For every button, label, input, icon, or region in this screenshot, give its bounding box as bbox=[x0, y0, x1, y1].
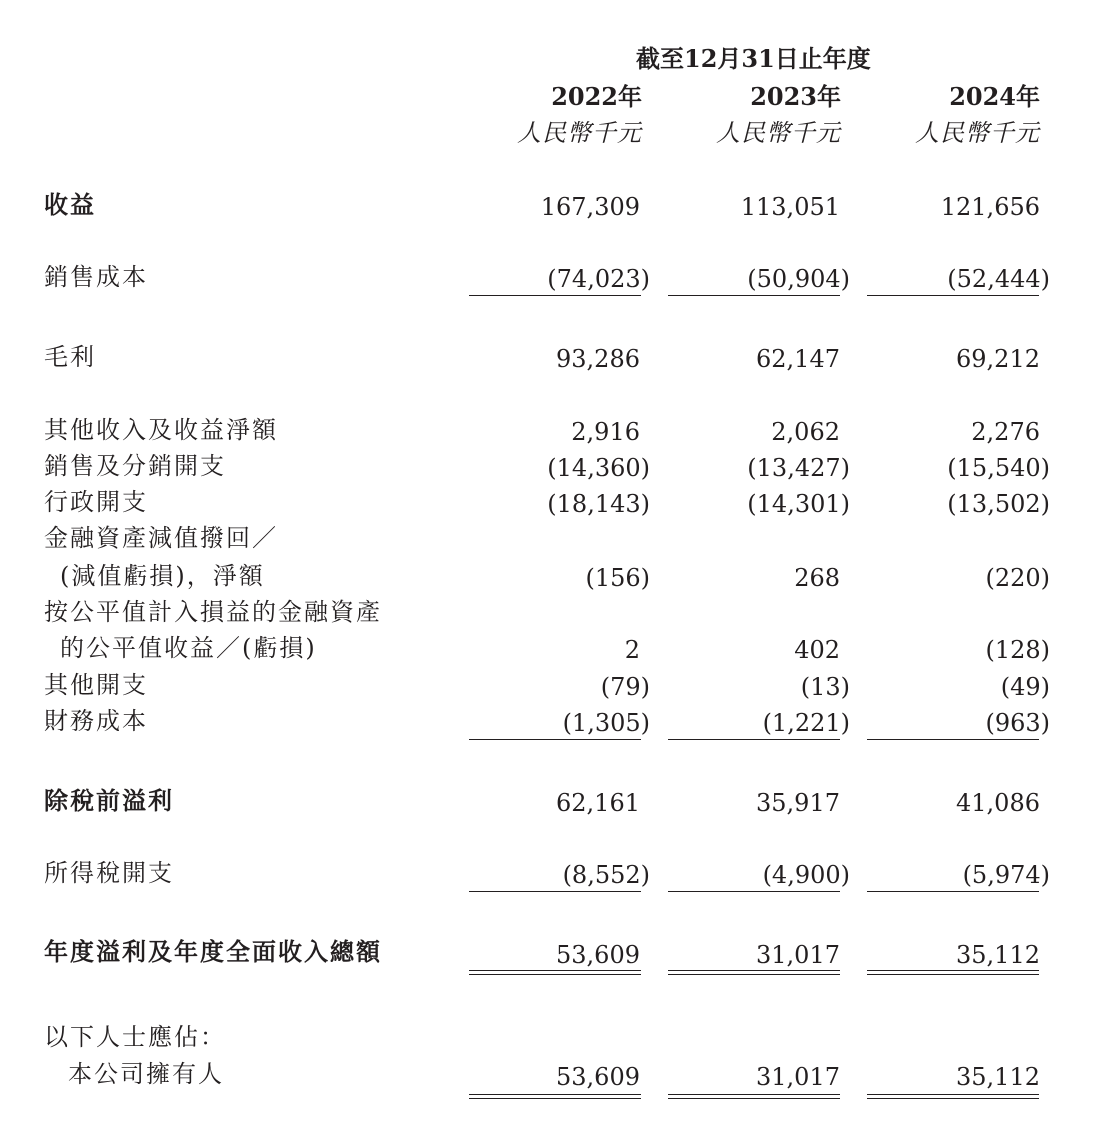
income-tax-label: 所得稅開支 bbox=[44, 859, 174, 887]
cost-of-sales-2024: (52,444) bbox=[947, 265, 1050, 293]
profit-total-label: 年度溢利及年度全面收入總額 bbox=[44, 937, 382, 966]
admin-expenses-2022: (18,143) bbox=[547, 490, 650, 518]
subtotal-rule-2024 bbox=[867, 891, 1039, 892]
fair-value-label-line1: 按公平值計入損益的金融資產 bbox=[44, 598, 382, 626]
other-income-2023: 2,062 bbox=[771, 418, 840, 446]
other-expenses-2022: (79) bbox=[600, 673, 650, 701]
other-expenses-2024: (49) bbox=[1000, 673, 1050, 701]
revenue-2023: 113,051 bbox=[740, 193, 840, 221]
profit-before-tax-2024: 41,086 bbox=[956, 789, 1040, 817]
selling-expenses-2022: (14,360) bbox=[547, 454, 650, 482]
cost-of-sales-2023: (50,904) bbox=[747, 265, 850, 293]
income-tax-2023: (4,900) bbox=[762, 861, 850, 889]
finance-costs-2024: (963) bbox=[985, 709, 1050, 737]
selling-expenses-2024: (15,540) bbox=[947, 454, 1050, 482]
owners-2024: 35,112 bbox=[956, 1063, 1040, 1091]
attributable-label: 以下人士應佔： bbox=[44, 1023, 226, 1051]
unit-header-2023: 人民幣千元 bbox=[716, 119, 841, 147]
income-tax-2024: (5,974) bbox=[962, 861, 1050, 889]
total-double-rule-2022 bbox=[469, 1094, 641, 1099]
fair-value-label-line2: 的公平值收益／(虧損) bbox=[60, 634, 317, 662]
year-header-2024: 2024年 bbox=[949, 82, 1040, 111]
cost-of-sales-2022: (74,023) bbox=[547, 265, 650, 293]
selling-expenses-label: 銷售及分銷開支 bbox=[44, 452, 226, 480]
profit-before-tax-2022: 62,161 bbox=[556, 789, 640, 817]
owners-2023: 31,017 bbox=[756, 1063, 840, 1091]
subtotal-rule-2022 bbox=[469, 295, 641, 296]
selling-expenses-2023: (13,427) bbox=[747, 454, 850, 482]
finance-costs-2023: (1,221) bbox=[762, 709, 850, 737]
subtotal-rule-2023 bbox=[668, 891, 840, 892]
impairment-2022: (156) bbox=[585, 564, 650, 592]
revenue-2024: 121,656 bbox=[940, 193, 1040, 221]
total-double-rule-2023 bbox=[668, 1094, 840, 1099]
subtotal-rule-2024 bbox=[867, 739, 1039, 740]
subtotal-rule-2024 bbox=[867, 295, 1039, 296]
fair-value-2024: (128) bbox=[985, 636, 1050, 664]
fair-value-2023: 402 bbox=[794, 636, 840, 664]
subtotal-rule-2023 bbox=[668, 739, 840, 740]
other-expenses-label: 其他開支 bbox=[44, 671, 148, 699]
cost-of-sales-label: 銷售成本 bbox=[44, 263, 148, 291]
admin-expenses-2023: (14,301) bbox=[747, 490, 850, 518]
profit-total-2022: 53,609 bbox=[556, 941, 640, 969]
unit-header-2024: 人民幣千元 bbox=[915, 119, 1040, 147]
impairment-label-line1: 金融資產減值撥回／ bbox=[44, 524, 278, 552]
profit-total-2023: 31,017 bbox=[756, 941, 840, 969]
unit-header-2022: 人民幣千元 bbox=[517, 119, 642, 147]
owners-label: 本公司擁有人 bbox=[68, 1060, 224, 1088]
total-double-rule-2024 bbox=[867, 1094, 1039, 1099]
year-header-2022: 2022年 bbox=[551, 82, 642, 111]
gross-profit-2022: 93,286 bbox=[556, 345, 640, 373]
gross-profit-label: 毛利 bbox=[44, 343, 96, 371]
profit-before-tax-label: 除稅前溢利 bbox=[44, 786, 174, 815]
profit-before-tax-2023: 35,917 bbox=[756, 789, 840, 817]
other-income-2024: 2,276 bbox=[971, 418, 1040, 446]
revenue-2022: 167,309 bbox=[540, 193, 640, 221]
impairment-2023: 268 bbox=[794, 564, 840, 592]
owners-2022: 53,609 bbox=[556, 1063, 640, 1091]
income-tax-2022: (8,552) bbox=[562, 861, 650, 889]
fair-value-2022: 2 bbox=[624, 636, 640, 664]
subtotal-rule-2022 bbox=[469, 891, 641, 892]
total-double-rule-2022 bbox=[469, 970, 641, 975]
other-expenses-2023: (13) bbox=[800, 673, 850, 701]
admin-expenses-2024: (13,502) bbox=[947, 490, 1050, 518]
other-income-label: 其他收入及收益淨額 bbox=[44, 416, 278, 444]
finance-costs-label: 財務成本 bbox=[44, 707, 148, 735]
impairment-2024: (220) bbox=[985, 564, 1050, 592]
impairment-label-line2: (減值虧損)，淨額 bbox=[60, 562, 265, 590]
profit-total-2024: 35,112 bbox=[956, 941, 1040, 969]
subtotal-rule-2023 bbox=[668, 295, 840, 296]
finance-costs-2022: (1,305) bbox=[562, 709, 650, 737]
total-double-rule-2023 bbox=[668, 970, 840, 975]
period-header: 截至12月31日止年度 bbox=[636, 44, 871, 73]
other-income-2022: 2,916 bbox=[571, 418, 640, 446]
year-header-2023: 2023年 bbox=[750, 82, 841, 111]
revenue-label: 收益 bbox=[44, 190, 96, 219]
gross-profit-2023: 62,147 bbox=[756, 345, 840, 373]
admin-expenses-label: 行政開支 bbox=[44, 488, 148, 516]
total-double-rule-2024 bbox=[867, 970, 1039, 975]
gross-profit-2024: 69,212 bbox=[956, 345, 1040, 373]
subtotal-rule-2022 bbox=[469, 739, 641, 740]
